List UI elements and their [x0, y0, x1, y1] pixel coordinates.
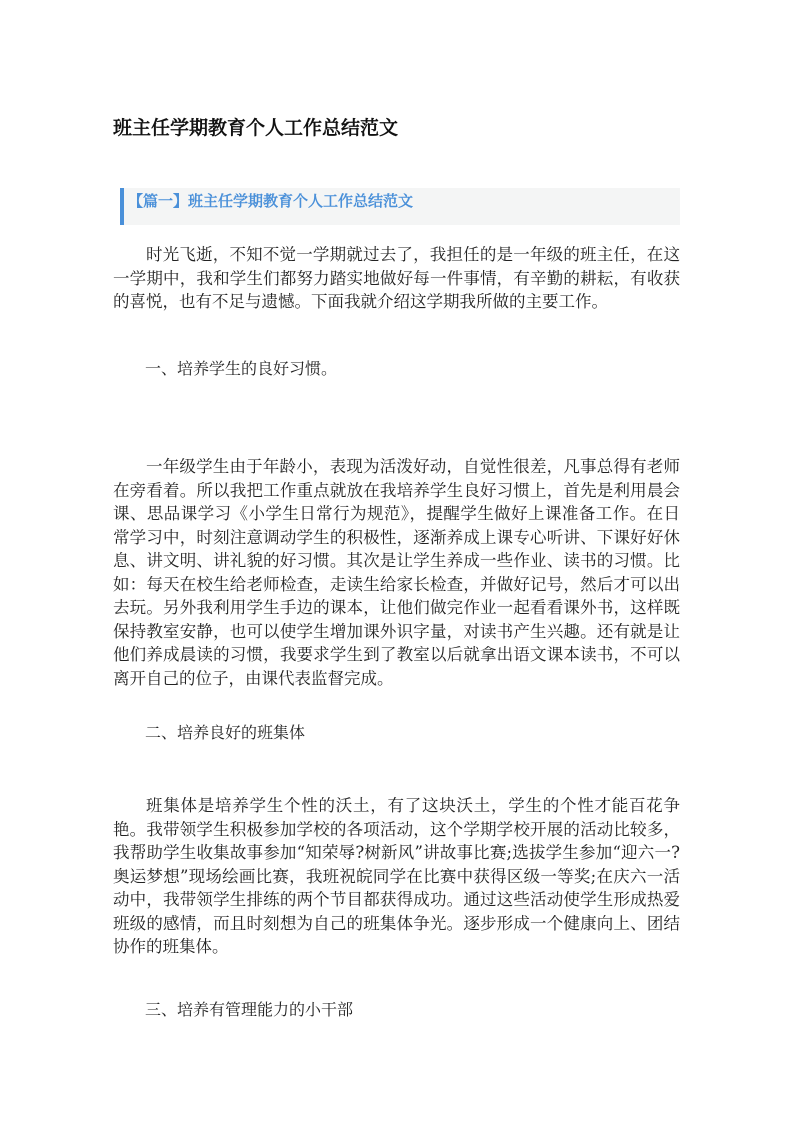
- heading-class-cadres: 三、培养有管理能力的小干部: [145, 1000, 354, 1019]
- paragraph-class-collective: 班集体是培养学生个性的沃土，有了这块沃土，学生的个性才能百花争艳。我带领学生积极参加学校的各项活动，这个学期学校开展的活动比较多，我帮助学生收集故事参加“知荣辱?树新风”讲故事比赛;选拔学生参加“迎六一?奥运梦想”现场绘画比赛，我班祝皖同学在比赛中获得区级一等奖;在庆六一活动中，我带领学生排练的两个节目都获得成功。通过这些活动使学生形成热爱班级的感情，而且时刻想为自己的班集体争光。逐步形成一个健康向上、团结协作的班集体。: [113, 796, 680, 956]
- section-heading: 【篇一】班主任学期教育个人工作总结范文: [128, 192, 414, 210]
- paragraph-habits: 一年级学生由于年龄小，表现为活泼好动，自觉性很差，凡事总得有老师在旁看着。所以我把工作重点就放在我培养学生良好习惯上，首先是利用晨会课、思品课学习《小学生日常行为规范》，提醒学生做好上课准备工作。在日常学习中，时刻注意调动学生的积极性，逐渐养成上课专心听讲、下课好好休息、讲文明、讲礼貌的好习惯。其次是让学生养成一些作业、读书的习惯。比如：每天在校生给老师检查，走读生给家长检查，并做好记号，然后才可以出去玩。另外我利用学生手边的课本，让他们做完作业一起看看课外书，这样既保持教室安静，也可以使学生增加课外识字量，对读书产生兴趣。还有就是让他们养成晨读的习惯，我要求学生到了教室以后就拿出语文课本读书，不可以离开自己的位子，由课代表监督完成。: [113, 457, 680, 688]
- heading-class-collective: 二、培养良好的班集体: [145, 723, 306, 742]
- section-heading-box: [120, 188, 680, 225]
- heading-habits: 一、培养学生的良好习惯。: [145, 359, 338, 378]
- paragraph-intro: 时光飞逝，不知不觉一学期就过去了，我担任的是一年级的班主任，在这一学期中，我和学生们都努力踏实地做好每一件事情，有辛勤的耕耘，有收获的喜悦，也有不足与遗憾。下面我就介绍这学期我所做的主要工作。: [113, 245, 680, 311]
- document-title: 班主任学期教育个人工作总结范文: [113, 117, 399, 139]
